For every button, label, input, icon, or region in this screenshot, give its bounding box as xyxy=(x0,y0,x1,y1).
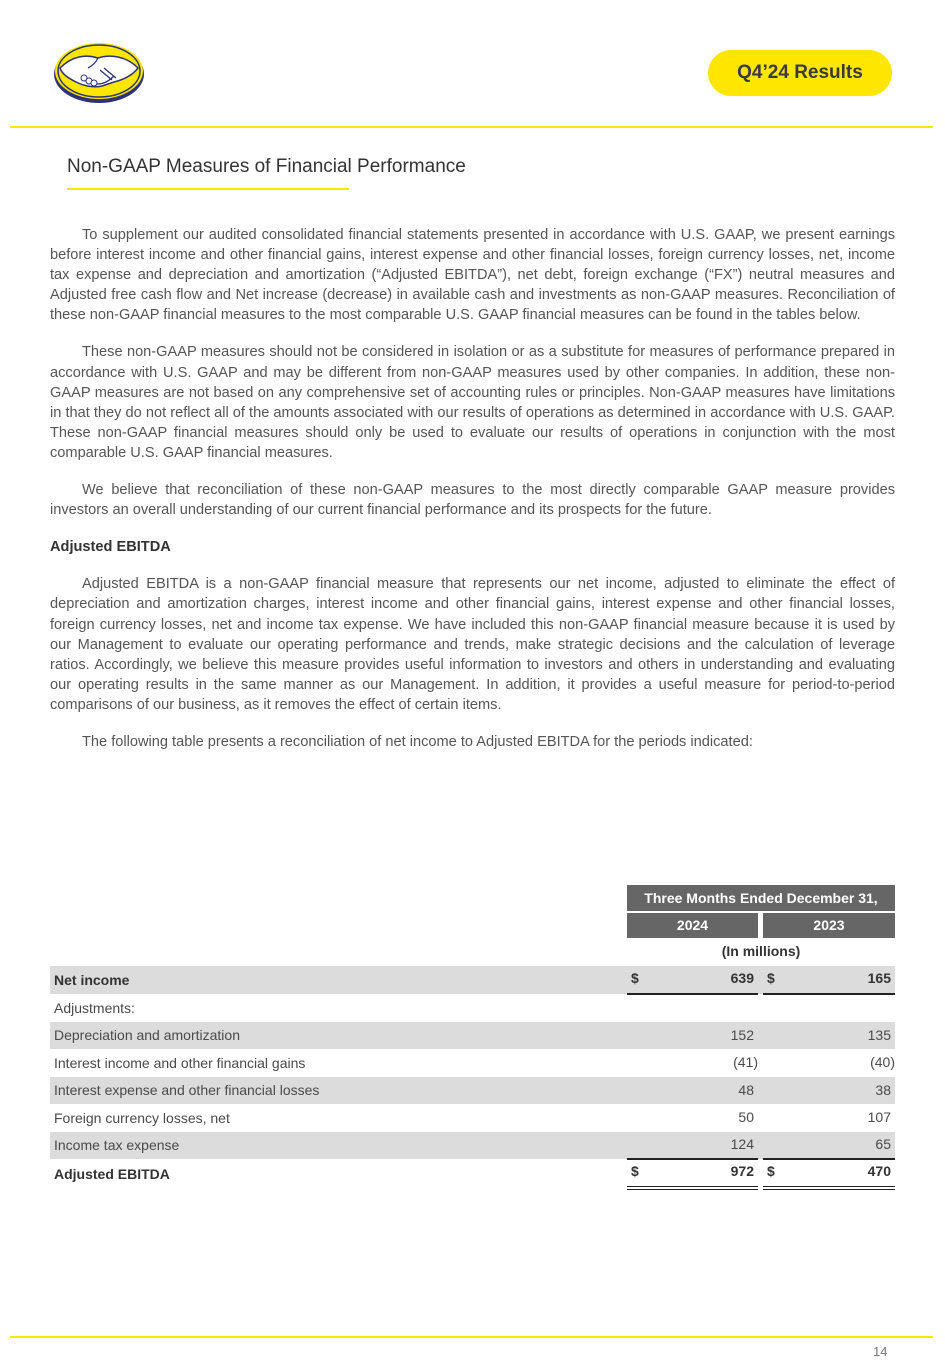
handshake-logo-icon xyxy=(52,40,146,104)
year-header-2024: 2024 xyxy=(627,913,758,938)
currency-symbol: $ xyxy=(767,970,775,986)
footer-divider xyxy=(10,1336,933,1338)
row-label: Interest income and other financial gains xyxy=(54,1054,306,1071)
cell-2023 xyxy=(763,1131,895,1161)
title-underline xyxy=(67,188,349,190)
cell-2024 xyxy=(627,1022,758,1050)
table-row xyxy=(50,1022,895,1050)
table-row-total xyxy=(50,1160,895,1188)
paragraph: These non-GAAP measures should not be considered in isolation or as a substitute for measures of performance prepared in accordance with U.S. GAAP and may be different from non-GAAP measures used by other companies. In addition, these non-GAAP measures are not based on any comprehensive set of accounting rules or principles. Non-GAAP measures have limitations in that they do not reflect all of the amounts associated with our results of operations as determined in accordance with U.S. GAAP. These non-GAAP financial measures should only be used to evaluate our results of operations in conjunction with the most comparable U.S. GAAP financial measures. xyxy=(50,344,895,461)
cell-2024 xyxy=(627,1104,758,1132)
value: 50 xyxy=(738,1109,754,1125)
value: 639 xyxy=(730,970,754,986)
cell-2024 xyxy=(627,965,758,995)
page-number: 14 xyxy=(873,1344,888,1359)
row-label: Interest expense and other financial losses xyxy=(54,1082,320,1099)
paragraph: To supplement our audited consolidated financial statements presented in accordance with U.S. GAAP, we present earnings before interest income and other financial gains, interest expense and other financial losses, foreign currency losses, net, income tax expense and depreciation and amortization (“Adjusted EBITDA”), net debt, foreign exchange (“FX”) neutral measures and Adjusted free cash flow and Net increase (decrease) in available cash and investments as non-GAAP measures. Reconciliation of these non-GAAP financial measures to the most comparable U.S. GAAP financial measures can be found in the tables below. xyxy=(50,227,895,324)
table-row xyxy=(50,1132,895,1160)
value: 972 xyxy=(730,1163,754,1179)
paragraph: Adjusted EBITDA is a non-GAAP financial measure that represents our net income, adjusted to eliminate the effect of depreciation and amortization charges, interest income and other financial gains, interest expense and other financial losses, foreign currency losses, net and income tax expense. We have included this non-GAAP financial measure because it is used by our Management to evaluate our operating performance and trends, make strategic decisions and the calculation of leverage ratios. Accordingly, we believe this measure provides useful information to investors and others in understanding and evaluating our operating results in the same manner as our Management. In addition, it provides a useful measure for period-to-period comparisons of our business, as it removes the effect of certain items. xyxy=(50,576,895,713)
table-row xyxy=(50,1104,895,1132)
value: (41) xyxy=(733,1054,758,1070)
cell-2024 xyxy=(627,1049,758,1077)
paragraph: The following table presents a reconciliation of net income to Adjusted EBITDA for the periods indicated: xyxy=(82,733,753,750)
row-label: Net income xyxy=(54,971,130,988)
paragraph: We believe that reconciliation of these non-GAAP measures to the most directly comparable GAAP measure provides investors an overall understanding of our current financial performance and its prospects for the future. xyxy=(50,482,895,519)
row-label: Adjusted EBITDA xyxy=(54,1165,170,1182)
period-header: Three Months Ended December 31, xyxy=(627,885,895,911)
cell-2024 xyxy=(627,1077,758,1105)
currency-symbol: $ xyxy=(631,970,639,986)
value: 48 xyxy=(738,1081,754,1098)
year-header-2023: 2023 xyxy=(763,913,895,938)
cell-2023 xyxy=(763,1077,895,1105)
currency-symbol: $ xyxy=(767,1163,775,1179)
cell-2024 xyxy=(627,1158,758,1190)
units-label: (In millions) xyxy=(721,943,801,959)
header-divider xyxy=(10,126,933,128)
value: 38 xyxy=(875,1081,891,1098)
table-row xyxy=(50,966,895,994)
value: 65 xyxy=(875,1135,891,1152)
body-content xyxy=(50,225,895,769)
row-label: Adjustments: xyxy=(54,999,135,1016)
table-row xyxy=(50,994,895,1022)
cell-2024 xyxy=(627,1131,758,1161)
row-label: Foreign currency losses, net xyxy=(54,1109,230,1126)
quarter-results-badge: Q4’24 Results xyxy=(708,50,892,96)
value: 470 xyxy=(867,1163,891,1179)
cell-2023 xyxy=(763,1158,895,1190)
cell-2023 xyxy=(763,1049,895,1077)
cell-2023 xyxy=(763,1022,895,1050)
value: 107 xyxy=(867,1109,891,1125)
value: 165 xyxy=(867,970,891,986)
value: 135 xyxy=(867,1026,891,1043)
cell-2023 xyxy=(763,965,895,995)
value: 124 xyxy=(730,1135,754,1152)
table-row xyxy=(50,1049,895,1077)
value: 152 xyxy=(730,1026,754,1043)
row-label: Income tax expense xyxy=(54,1137,180,1154)
page-title: Non-GAAP Measures of Financial Performance xyxy=(67,156,466,177)
row-label: Depreciation and amortization xyxy=(54,1027,240,1044)
subheading-adjusted-ebitda: Adjusted EBITDA xyxy=(50,539,171,556)
table-row xyxy=(50,1077,895,1105)
currency-symbol: $ xyxy=(631,1163,639,1179)
value: (40) xyxy=(870,1054,895,1070)
cell-2023 xyxy=(763,1104,895,1132)
